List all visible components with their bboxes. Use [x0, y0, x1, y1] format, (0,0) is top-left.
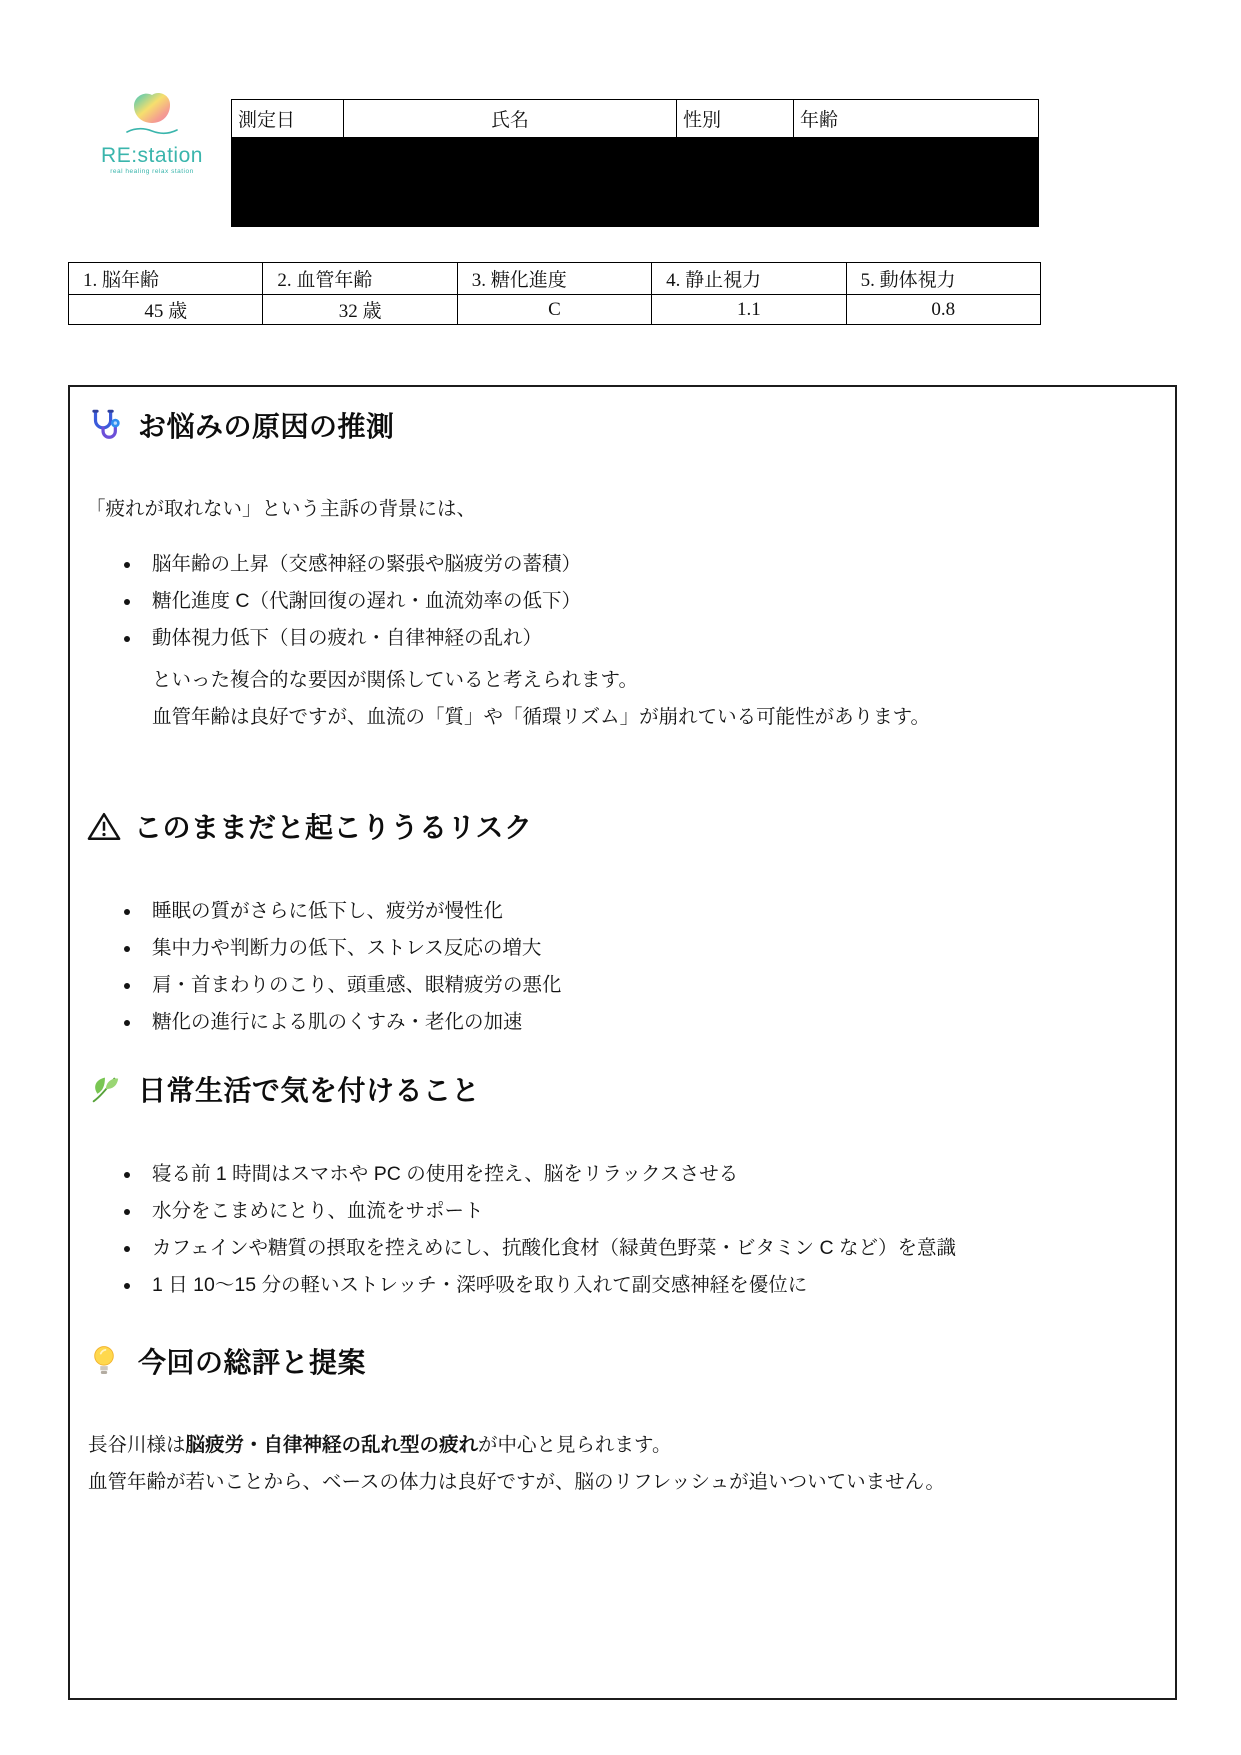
metric-static-vision-label: 4. 静止視力: [652, 263, 846, 295]
metric-brain-age-value: 45 歳: [69, 295, 263, 325]
section-cause-title: お悩みの原因の推測: [138, 411, 395, 442]
daily-bullet: • 水分をこまめにとり、血流をサポート: [142, 1198, 1159, 1225]
summary-line1-prefix: 長谷川様は: [88, 1434, 186, 1456]
report-box: [68, 385, 1177, 1700]
daily-bullet: • カフェインや糖質の摂取を控えめにし、抗酸化食材（緑黄色野菜・ビタミン C など）を意識: [142, 1235, 1159, 1262]
patient-table-redacted-row: [232, 138, 1039, 227]
daily-bullet: • 1 日 10～15 分の軽いストレッチ・深呼吸を取り入れて副交感神経を優位に: [142, 1272, 1159, 1299]
section-risk-header: [86, 806, 1159, 846]
logo-tagline: real healing relax station: [110, 168, 194, 176]
header-age: 年齢: [794, 100, 1039, 138]
cause-bullet: • 脳年齢の上昇（交感神経の緊張や脳疲労の蓄積）: [142, 551, 1159, 578]
summary-line2: 血管年齢が若いことから、ベースの体力は良好ですが、脳のリフレッシュが追いついていません。: [88, 1471, 945, 1493]
patient-info-table: [231, 99, 1039, 227]
header-name: 氏名: [344, 100, 677, 138]
risk-bullet: • 糖化の進行による肌のくすみ・老化の加速: [142, 1009, 1159, 1036]
lightbulb-icon: [86, 1343, 122, 1379]
metric-glycation-value: C: [457, 295, 651, 325]
cause-notes: [152, 662, 1159, 736]
cause-intro: 「疲れが取れない」という主訴の背景には、: [86, 498, 477, 520]
metric-dynamic-vision-label: 5. 動体視力: [846, 263, 1040, 295]
risk-bullet-list: [86, 898, 1159, 1036]
redacted-sex: [677, 138, 794, 227]
risk-bullet: • 睡眠の質がさらに低下し、疲労が慢性化: [142, 898, 1159, 925]
section-daily-title: 日常生活で気を付けること: [138, 1075, 481, 1106]
redacted-age: [794, 138, 1039, 227]
cause-bullet: • 動体視力低下（目の疲れ・自律神経の乱れ）: [142, 625, 1159, 652]
warning-icon: [86, 811, 122, 842]
redacted-measure-date: [232, 138, 344, 227]
stethoscope-icon: [86, 407, 122, 443]
herb-icon: [86, 1072, 122, 1106]
logo-blob-icon: [124, 90, 180, 140]
cause-note-line: 血管年齢は良好ですが、血流の「質」や「循環リズム」が崩れている可能性があります。: [152, 706, 931, 728]
cause-note-line: といった複合的な要因が関係していると考えられます。: [152, 669, 638, 691]
patient-table-header-row: [232, 100, 1039, 138]
header-measure-date: 測定日: [232, 100, 344, 138]
metric-glycation-label: 3. 糖化進度: [457, 263, 651, 295]
summary-paragraph: [88, 1427, 1159, 1501]
metric-dynamic-vision-value: 0.8: [846, 295, 1040, 325]
daily-bullet-list: [86, 1161, 1159, 1299]
summary-line1-suffix: が中心と見られます。: [478, 1434, 672, 1456]
header-sex: 性別: [677, 100, 794, 138]
metric-static-vision-value: 1.1: [652, 295, 846, 325]
metrics-header-row: [69, 263, 1041, 295]
logo: [92, 90, 212, 175]
section-daily-header: [86, 1069, 1159, 1109]
metric-vascular-age-label: 2. 血管年齢: [263, 263, 457, 295]
logo-name: RE:station: [101, 144, 203, 167]
section-summary-title: 今回の総評と提案: [138, 1347, 367, 1378]
metric-vascular-age-value: 32 歳: [263, 295, 457, 325]
summary-line1-bold: 脳疲労・自律神経の乱れ型の疲れ: [185, 1434, 479, 1456]
metric-brain-age-label: 1. 脳年齢: [69, 263, 263, 295]
metrics-table: [68, 262, 1041, 325]
daily-bullet: • 寝る前 1 時間はスマホや PC の使用を控え、脳をリラックスさせる: [142, 1161, 1159, 1188]
section-risk-title: このままだと起こりうるリスク: [134, 812, 533, 843]
section-summary-header: [86, 1341, 1159, 1381]
section-cause-header: [86, 405, 1159, 445]
redacted-name: [344, 138, 677, 227]
cause-bullet: • 糖化進度 C（代謝回復の遅れ・血流効率の低下）: [142, 588, 1159, 615]
cause-bullet-list: [86, 551, 1159, 652]
risk-bullet: • 集中力や判断力の低下、ストレス反応の増大: [142, 935, 1159, 962]
risk-bullet: • 肩・首まわりのこり、頭重感、眼精疲労の悪化: [142, 972, 1159, 999]
metrics-value-row: [69, 295, 1041, 325]
